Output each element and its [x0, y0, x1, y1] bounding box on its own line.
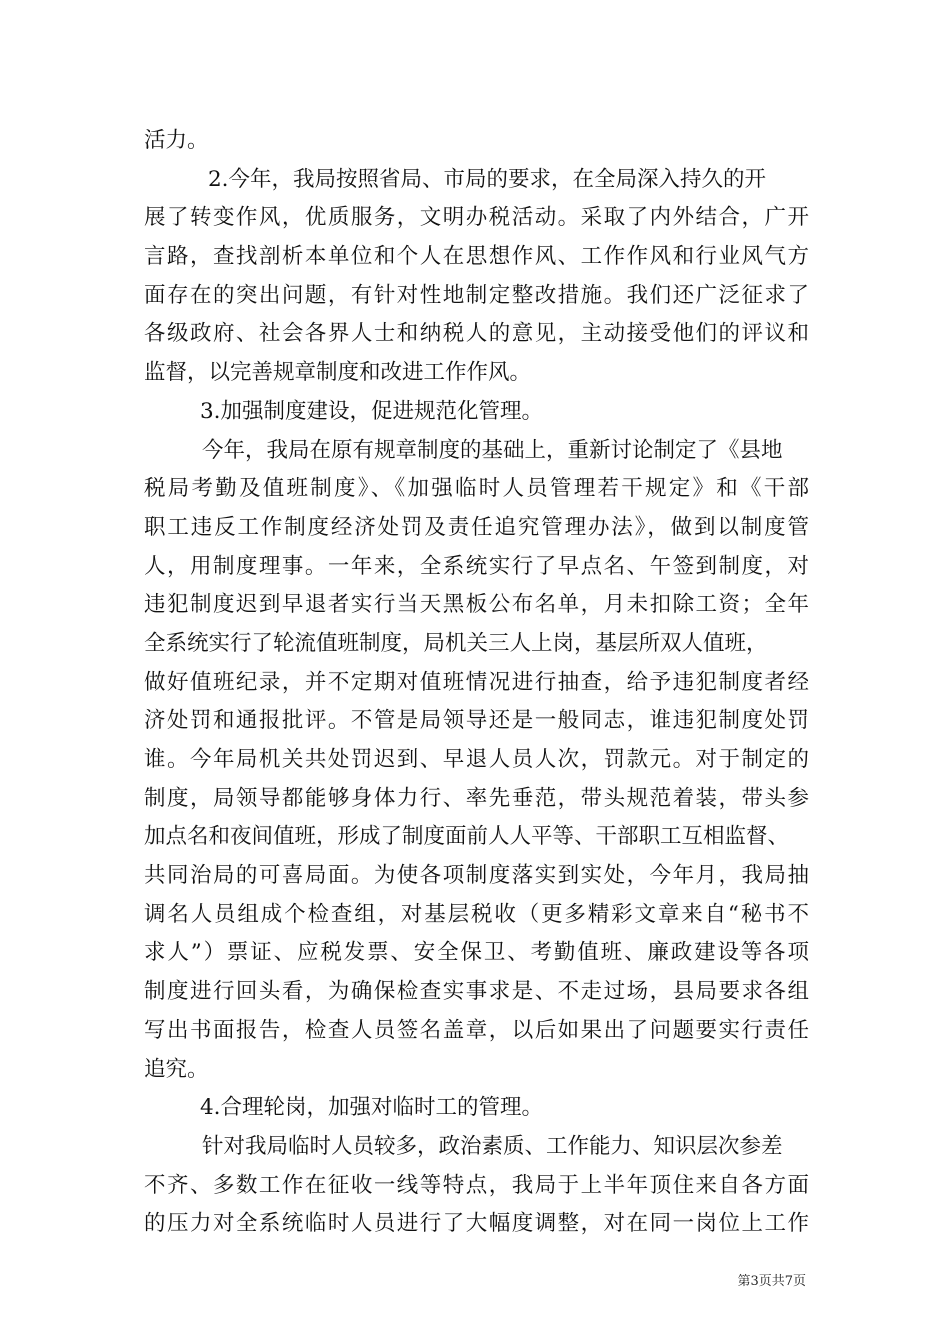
text-line: 税局考勤及值班制度》、《加强临时人员管理若干规定》和《干部 [144, 476, 809, 502]
text-line: 人，用制度理事。一年来，全系统实行了早点名、午签到制度，对 [144, 553, 809, 579]
paragraph-heading-2: 2.今年，我局按照省局、市局的要求，在全局深入持久的开 [208, 166, 767, 192]
text-line: 各级政府、社会各界人士和纳税人的意见，主动接受他们的评议和 [144, 321, 809, 347]
text-line: 追究。 [144, 1056, 209, 1082]
text-line: 违犯制度迟到早退者实行当天黑板公布名单，月未扣除工资；全年 [144, 592, 809, 618]
text-line: 制度，局领导都能够身体力行、率先垂范，带头规范着装，带头参 [144, 785, 809, 811]
text-line: 求人”）票证、应税发票、安全保卫、考勤值班、廉政建设等各项 [144, 940, 809, 966]
text-line: 监督，以完善规章制度和改进工作作风。 [144, 360, 532, 386]
paragraph-start: 今年，我局在原有规章制度的基础上，重新讨论制定了《县地 [202, 437, 783, 463]
body-text [144, 122, 809, 1244]
text-line: 展了转变作风，优质服务，文明办税活动。采取了内外结合，广开 [144, 205, 809, 231]
text-line: 谁。今年局机关共处罚迟到、早退人员人次，罚款元。对于制定的 [144, 747, 809, 772]
text-line: 全系统实行了轮流值班制度，局机关三人上岗，基层所双人值班， [144, 630, 768, 656]
text-line: 调名人员组成个检查组，对基层税收（更多精彩文章来自“秘书不 [144, 901, 809, 927]
text-line: 做好值班纪录，并不定期对值班情况进行抽查，给予违犯制度者经 [144, 669, 809, 695]
text-line: 制度进行回头看，为确保检查实事求是、不走过场，县局要求各组 [144, 979, 809, 1005]
text-line: 的压力对全系统临时人员进行了大幅度调整，对在同一岗位上工作 [144, 1211, 809, 1237]
text-line: 言路，查找剖析本单位和个人在思想作风、工作作风和行业风气方 [144, 244, 809, 270]
text-line: 加点名和夜间值班，形成了制度面前人人平等、干部职工互相监督、 [144, 824, 790, 850]
text-line: 活力。 [144, 128, 209, 153]
text-line: 写出书面报告，检查人员签名盖章，以后如果出了问题要实行责任 [144, 1017, 809, 1043]
text-line: 职工违反工作制度经济处罚及责任追究管理办法》，做到以制度管 [144, 514, 809, 540]
section-heading-3: 3.加强制度建设，促进规范化管理。 [200, 398, 544, 424]
page-number-footer: 第3页共7页 [737, 1274, 806, 1289]
text-line: 共同治局的可喜局面。为使各项制度落实到实处，今年月，我局抽 [144, 863, 809, 889]
text-line: 不齐、多数工作在征收一线等特点，我局于上半年顶住来自各方面 [144, 1172, 809, 1198]
section-heading-4: 4.合理轮岗，加强对临时工的管理。 [200, 1095, 544, 1121]
paragraph-start: 针对我局临时人员较多，政治素质、工作能力、知识层次参差 [202, 1133, 783, 1159]
text-line: 济处罚和通报批评。不管是局领导还是一般同志，谁违犯制度处罚 [144, 708, 809, 734]
text-line: 面存在的突出问题，有针对性地制定整改措施。我们还广泛征求了 [144, 282, 809, 308]
